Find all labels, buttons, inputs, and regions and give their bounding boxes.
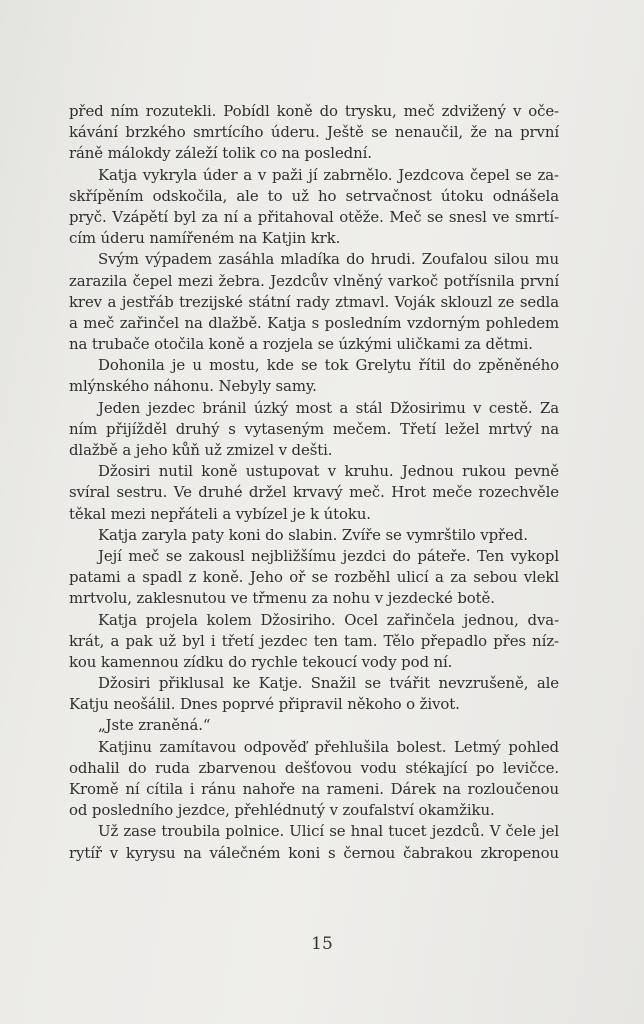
text-line: Katja zaryla paty koni do slabin. Zvíře se vymrštilo vpřed. (98, 525, 528, 544)
text-line: odhalil do ruda zbarvenou dešťovou vodu stékající po levičce. (69, 758, 559, 777)
text-line: skřípěním odskočila, ale to už ho setrvačnost útoku odnášela (69, 186, 559, 205)
text-line: zarazila čepel mezi žebra. Jezdcův vlněný varkoč potřísnila první (69, 271, 559, 290)
text-line: na trubače otočila koně a rozjela se úzkými uličkami za dětmi. (69, 335, 533, 354)
text-line: mrtvolu, zaklesnutou ve třmenu za nohu v jezdecké botě. (69, 589, 495, 608)
text-line: před ním rozutekli. Pobídl koně do trysku, meč zdvižený v oče- (69, 102, 559, 120)
text-line: Její meč se zakousl nejbližšímu jezdci do páteře. Ten vykopl (98, 546, 559, 565)
text-line: rytíř v kyrysu na válečném koni s černou čabrakou zkropenou (69, 843, 559, 862)
text-line: Katju neošálil. Dnes poprvé připravil někoho o život. (69, 695, 460, 714)
text-line: Dohonila je u mostu, kde se tok Grelytu řítil do zpěněného (98, 356, 559, 375)
text-line: těkal mezi nepřáteli a vybízel je k útoku. (69, 504, 371, 523)
text-line: Katja projela kolem Džosiriho. Ocel zařinčela jednou, dva- (98, 610, 559, 629)
text-line: kou kamennou zídku do rychle tekoucí vody pod ní. (69, 652, 453, 671)
text-line: patami a spadl z koně. Jeho oř se rozběhl ulicí a za sebou vlekl (69, 568, 559, 587)
text-line: ním přijížděl druhý s vytaseným mečem. Třetí ležel mrtvý na (69, 419, 559, 438)
text-line: Katjinu zamítavou odpověď přehlušila bolest. Letmý pohled (98, 737, 559, 756)
text-line: Už zase troubila polnice. Ulicí se hnal tucet jezdců. V čele jel (98, 822, 559, 841)
text-line: od posledního jezdce, přehlédnutý v zoufalství okamžiku. (69, 801, 495, 820)
text-line: ráně málokdy záleží tolik co na poslední. (69, 144, 372, 163)
text-line: krev a jestřáb trezijské státní rady ztmavl. Voják sklouzl ze sedla (69, 292, 559, 311)
text-line: Džosiri nutil koně ustupovat v kruhu. Jednou rukou pevně (98, 462, 559, 481)
body-text (69, 101, 559, 864)
text-line: a meč zařinčel na dlažbě. Katja s posledním vzdorným pohledem (69, 313, 559, 332)
text-line: Džosiri přiklusal ke Katje. Snažil se tvářit nevzrušeně, ale (98, 674, 559, 693)
text-line: mlýnského náhonu. Nebyly samy. (69, 377, 317, 396)
text-line: krát, a pak už byl i třetí jezdec ten tam. Tělo přepadlo přes níz- (69, 631, 559, 650)
text-line: kávání brzkého smrtícího úderu. Ještě se nenaučil, že na první (69, 123, 559, 142)
text-line: Jeden jezdec bránil úzký most a stál Džosirimu v cestě. Za (98, 398, 559, 417)
text-line: pryč. Vzápětí byl za ní a přitahoval otěže. Meč se snesl ve smrtí- (69, 207, 559, 226)
text-line: svíral sestru. Ve druhé držel krvavý meč. Hrot meče rozechvěle (69, 483, 559, 502)
text-line: Katja vykryla úder a v paži jí zabrnělo. Jezdcova čepel se za- (98, 165, 559, 184)
text-line: dlažbě a jeho kůň už zmizel v dešti. (69, 441, 333, 459)
text-line: Kromě ní cítila i ránu nahoře na rameni. Dárek na rozloučenou (69, 780, 559, 798)
text-line: cím úderu namířeném na Katjin krk. (69, 229, 341, 248)
text-line: „Jste zraněná.“ (98, 716, 211, 735)
page-number: 15 (311, 934, 333, 954)
text-line: Svým výpadem zasáhla mladíka do hrudi. Zoufalou silou mu (98, 250, 559, 269)
